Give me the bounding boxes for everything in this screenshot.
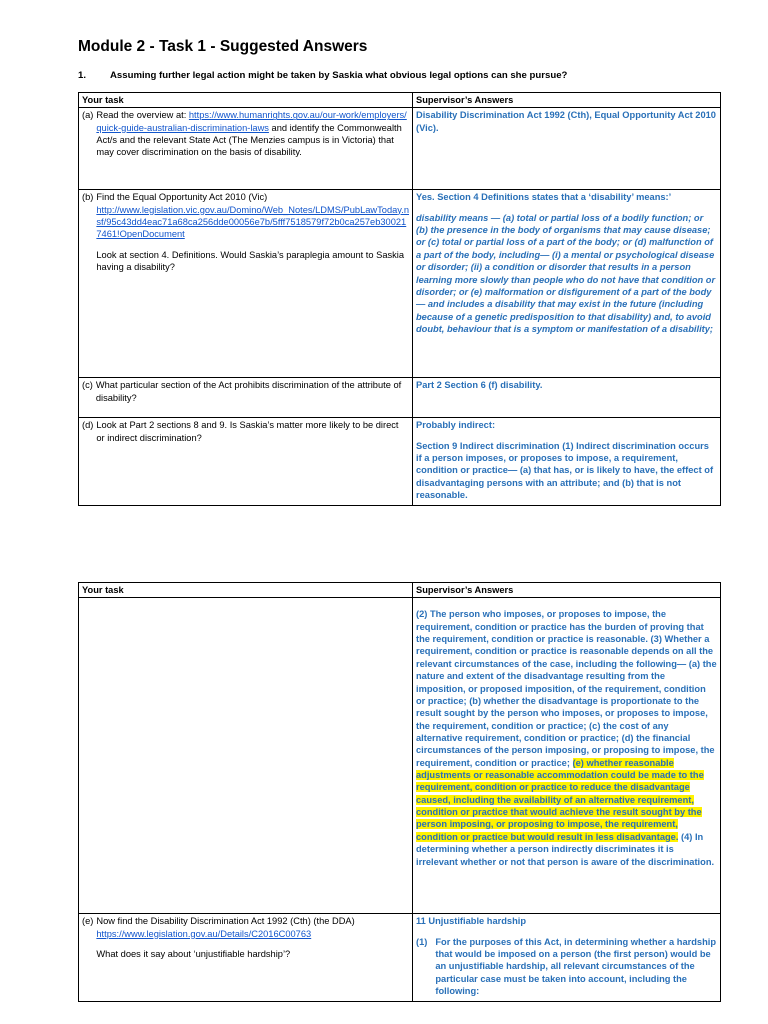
task-table-1 — [78, 92, 721, 506]
task-e-text-2: What does it say about ‘unjustifiable hardship’? — [96, 949, 291, 960]
answer-continued — [413, 598, 721, 914]
task-table-2 — [78, 582, 721, 1002]
answer-b-intro: Yes. Section 4 Definitions states that a ‘disability’ means:’ — [416, 192, 672, 203]
task-c — [79, 378, 413, 418]
highlighted-text: (e) whether reasonable adjustments or reasonable accommodation could be made to the requirement, condition or practice to reduce the disadvantage caused, including the availability of an alternative requirement, condition or practice that would achieve the result sought by the person imposing, or proposing to impose, the requirement, condition or practice but would result in less disadvantage. — [416, 757, 704, 842]
task-a-text-2: and identify the Commonwealth Act/s and the relevant State Act (The Menzies campus is in Victoria) that may cover discrimination on the basis of disability. — [96, 122, 402, 158]
table-header-row — [79, 583, 721, 598]
task-b-text-2: Look at section 4. Definitions. Would Saskia’s paraplegia amount to Saskia having a disability? — [96, 249, 405, 273]
answer-e-heading: 11 Unjustifiable hardship — [416, 916, 527, 927]
answer-d-intro: Probably indirect: — [416, 420, 496, 431]
answer-continued-post: (4) In determining whether a person indirectly discriminates it is irrelevant whether or not that person is aware of the discrimination. — [416, 831, 715, 867]
answer-item-text: For the purposes of this Act, in determining whether a hardship that would be imposed on a person (the first person) would be an unjustifiable hardship, all relevant circumstances of the particular case must be taken into account, including the following: — [435, 936, 717, 997]
table-row-a — [79, 108, 721, 190]
task-label: (e) — [82, 916, 94, 927]
page-title: Module 2 - Task 1 - Suggested Answers — [78, 38, 368, 55]
legislation-vic-link[interactable]: http://www.legislation.vic.gov.au/Domino/Web_Notes/LDMS/PubLawToday.nsf/95c43dd4eac71a68ca256dde00056e7b/5fff7518579f72b0ca257eb300217461!OpenDocument — [96, 204, 410, 240]
header-supervisors-answers: Supervisor’s Answers — [413, 583, 721, 598]
answer-d — [413, 418, 721, 506]
task-a — [79, 108, 413, 190]
table-row-c — [79, 378, 721, 418]
task-label: (a) — [82, 110, 94, 121]
task-empty — [79, 598, 413, 914]
task-d-text: Look at Part 2 sections 8 and 9. Is Saskia’s matter more likely to be direct or indirect discrimination? — [96, 420, 399, 443]
task-e-text-1: Now find the Disability Discrimination Act 1992 (Cth) (the DDA) — [96, 916, 355, 927]
question-text: Assuming further legal action might be taken by Saskia what obvious legal options can she pursue? — [110, 70, 568, 81]
answer-d-text: Section 9 Indirect discrimination (1) Indirect discrimination occurs if a person imposes, or proposes to impose, a requirement, condition or practice— (a) that has, or is likely to have, the effect of disadvantaging persons with an attribute; and (b) that is not reasonable. — [416, 440, 714, 501]
task-d — [79, 418, 413, 506]
question-number: 1. — [78, 70, 87, 81]
task-e — [79, 914, 413, 1001]
answer-c: Part 2 Section 6 (f) disability. — [413, 378, 721, 418]
header-your-task: Your task — [79, 93, 413, 108]
answer-e — [413, 914, 721, 1001]
answer-a: Disability Discrimination Act 1992 (Cth), Equal Opportunity Act 2010 (Vic). — [413, 108, 721, 190]
disability-definition: disability means — (a) total or partial loss of a bodily function; or (b) the presence in the body of organisms that may cause disease; or (c) total or partial loss of a part of the body; or (d) malfunction of a part of the body, including— (i) a mental or psychological disease or disorder; (ii) a condition or disorder that results in a person learning more slowly than people who do not have that condition or disorder; or (e) malformation or disfigurement of a part of the body— and includes a disability that may exist in the future (including because of a genetic predisposition to that disability) and, to avoid doubt, behaviour that is a symptom or manifestation of a disability; — [416, 212, 716, 334]
table-row-b — [79, 190, 721, 378]
legislation-gov-link[interactable]: https://www.legislation.gov.au/Details/C2016C00763 — [96, 928, 312, 939]
table-row-continued — [79, 598, 721, 914]
table-row-d — [79, 418, 721, 506]
task-c-text: What particular section of the Act prohibits discrimination of the attribute of disability? — [95, 380, 402, 403]
table-header-row — [79, 93, 721, 108]
answer-continued-pre: (2) The person who imposes, or proposes to impose, the requirement, condition or practice has the burden of proving that the requirement, condition or practice is reasonable. (3) Whether a requirement, condition or practice is reasonable depends on all the relevant circumstances of the case, including the following— (a) the nature and extent of the disadvantage resulting from the imposition, or proposed imposition, of the requirement, condition or practice; (b) whether the disadvantage is proportionate to the result sought by the person who imposes, or proposes to impose, the requirement, condition or practice; (c) the cost of any alternative requirement, condition or practice; (d) the financial circumstances of the person imposing, or proposing to impose, the requirement, condition or practice; — [416, 609, 717, 768]
task-b — [79, 190, 413, 378]
human-rights-link[interactable]: https://www.humanrights.gov.au/our-work/employers/quick-guide-australian-discrimination-laws — [96, 110, 407, 133]
task-label: (c) — [82, 380, 93, 391]
task-label: (b) — [82, 192, 94, 203]
header-supervisors-answers: Supervisor’s Answers — [413, 93, 721, 108]
task-label: (d) — [82, 420, 94, 431]
header-your-task: Your task — [79, 583, 413, 598]
answer-item-label: (1) — [416, 936, 428, 947]
task-a-text-1: Read the overview at: — [96, 110, 189, 121]
question-1 — [78, 70, 718, 81]
task-b-text-1: Find the Equal Opportunity Act 2010 (Vic) — [96, 192, 268, 203]
table-row-e — [79, 914, 721, 1001]
answer-b — [413, 190, 721, 378]
